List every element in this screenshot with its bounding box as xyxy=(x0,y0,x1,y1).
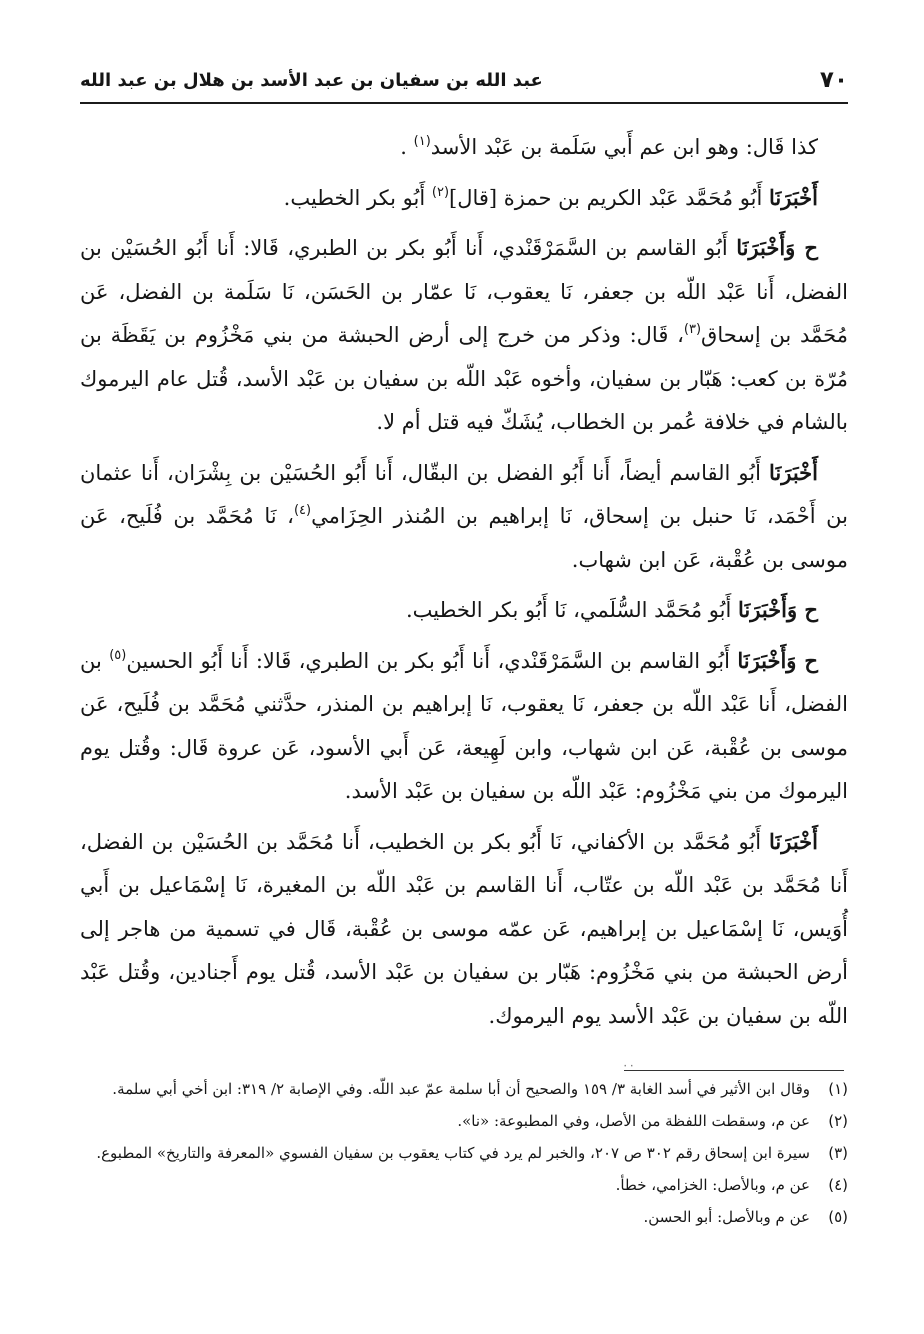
paragraph-text: أَبُو القاسم أيضاً، أَنا أَبُو الفضل بن البقّال، أَنا أَبُو الحُسَيْن بن بِشْرَان، أَنا عثمان بن أَحْمَد، نَا حنبل بن إسحاق، نَا إبراهيم بن المُنذر الحِزَامي xyxy=(80,460,849,528)
paragraph-text: أَبُو القاسم بن السَّمَرْقَنْدي، أَنا أَبُو بكر بن الطبري، قَالا: أَنا أَبُو الحُسَيْن بن الفضل، أَنا عَبْد اللّه بن جعفر، نَا يعقوب، نَا عمّار بن الحَسَن، نَا سَلَمة بن الفضل، عَن مُحَمَّد بن إسحاق xyxy=(80,236,848,347)
footnote xyxy=(80,1076,848,1102)
paragraph-1 xyxy=(80,126,848,170)
footnote-text: عن م، وسقطت اللفظة من الأصل، وفي المطبوعة: «نا». xyxy=(457,1112,810,1130)
footnote-number: (٤) xyxy=(828,1176,848,1194)
paragraph-text: أَبُو مُحَمَّد السُّلَمي، نَا أَبُو بكر الخطيب. xyxy=(405,598,738,622)
footnote xyxy=(80,1140,848,1166)
isnad-keyword: ح وَأَخْبَرَنَا xyxy=(736,235,818,260)
footnote-number: (٣) xyxy=(828,1144,848,1162)
paragraph-5 xyxy=(80,588,848,633)
paragraph-text: ، نَا مُحَمَّد بن فُلَيح، عَن موسى بن عُقْبة، عَن ابن شهاب. xyxy=(80,504,848,572)
footnote xyxy=(80,1108,848,1134)
paragraph-text: . xyxy=(400,135,414,159)
paragraph-text: أَبُو القاسم بن السَّمَرْقَنْدي، أَنا أَبُو بكر بن الطبري، قَالا: أَنا أَبُو الحسين xyxy=(126,648,738,673)
paragraph-4 xyxy=(80,451,848,583)
footnote-text: وقال ابن الأثير في أسد الغابة ٣/ ١٥٩ والصحيح أن أبا سلمة عمّ عبد اللّه. وفي الإصابة ٢/ ٣١٩: ابن أخي أبي سلمة. xyxy=(112,1080,810,1098)
footnote-ref: (٢) xyxy=(431,184,450,200)
footnote-text: سيرة ابن إسحاق رقم ٣٠٢ ص ٢٠٧، والخبر لم يرد في كتاب يعقوب بن سفيان الفسوي «المعرفة والتاريخ» المطبوع. xyxy=(96,1144,810,1162)
footnote xyxy=(80,1172,848,1198)
paragraph-text: أَبُو مُحَمَّد بن الأكفاني، نَا أَبُو بكر بن الخطيب، أَنا مُحَمَّد بن الحُسَيْن بن الفضل، أَنا مُحَمَّد بن عَبْد اللّه بن عتّاب، أَنا القاسم بن عَبْد اللّه بن المغيرة، نَا إسْمَاعيل بن أَبي أُوَيس، نَا إسْمَاعيل بن إبراهيم، عَن عمّه موسى بن عُقْبة، قَال في تسمية من هاجر إلى أرض الحبشة من بني مَخْزُوم: هَبّار بن سفيان بن عَبْد الأسد، قُتل يوم أَجنادين، وقُتل عَبْد اللّه بن سفيان بن عَبْد الأسد يوم اليرموك. xyxy=(80,829,849,1028)
paragraph-text: بن الفضل، أَنا عَبْد اللّه بن جعفر، نَا يعقوب، نَا إبراهيم بن المنذر، حدَّثني مُحَمَّد بن فُلَيح، عَن موسى بن عُقْبة، عَن ابن شهاب، وابن لَهِيعة، عَن أَبي الأسود، عَن عروة قَال: وقُتل يوم اليرموك من بني مَخْزُوم: عَبْد اللّه بن سفيان بن عَبْد الأسد. xyxy=(80,648,848,803)
isnad-keyword: أَخْبَرَنَا xyxy=(769,828,818,854)
footnote-ref: (٥) xyxy=(109,647,127,663)
header-rule xyxy=(80,102,848,104)
footnote-text: عن م، وبالأصل: الخزامي، خطأ. xyxy=(615,1176,810,1194)
separator-marks: ٠٠ xyxy=(622,1058,635,1072)
paragraph-2 xyxy=(80,176,848,221)
isnad-keyword: ح وَأَخْبَرَنَا xyxy=(738,597,818,622)
paragraph-3 xyxy=(80,226,848,445)
running-header xyxy=(80,60,848,100)
paragraph-6 xyxy=(80,639,848,814)
paragraph-7 xyxy=(80,820,848,1039)
footnote-number: (١) xyxy=(828,1080,848,1098)
footnote-text: عن م وبالأصل: أبو الحسن. xyxy=(643,1208,810,1226)
footnote-number: (٥) xyxy=(828,1208,848,1226)
paragraph-text: ، قَال: وذكر من خرج إلى أرض الحبشة من بني مَخْزُوم بن يَقَظَة بن مُرّة بن كعب: هَبّار بن سفيان، وأخوه عَبْد اللّه بن سفيان بن عَبْد الأسد، قُتل عام اليرموك بالشام في خلافة عُمر بن الخطاب، يُشَكّ فيه قتل أم لا. xyxy=(80,323,848,434)
page-number: ٧٠ xyxy=(819,67,848,93)
isnad-keyword: أَخْبَرَنَا xyxy=(769,459,818,485)
isnad-keyword: ح وَأَخْبَرَنَا xyxy=(737,647,818,673)
running-title: عبد الله بن سفيان بن عبد الأسد بن هلال بن عبد الله xyxy=(80,69,543,91)
main-text xyxy=(80,126,848,1044)
isnad-keyword: أَخْبَرَنَا xyxy=(769,184,818,210)
footnote-number: (٢) xyxy=(828,1112,848,1130)
footnote-rule xyxy=(624,1070,844,1071)
paragraph-text: أَبُو مُحَمَّد عَبْد الكريم بن حمزة [قال] xyxy=(449,185,770,210)
footnote-ref: (١) xyxy=(413,134,431,149)
paragraph-text: كذا قَال: وهو ابن عم أَبي سَلَمة بن عَبْد الأسد xyxy=(430,135,818,159)
paragraph-text: أَبُو بكر الخطيب. xyxy=(283,185,432,210)
footnote-ref: (٤) xyxy=(293,503,312,518)
footnotes xyxy=(80,1076,848,1236)
footnote-ref: (٣) xyxy=(683,322,702,337)
footnote xyxy=(80,1204,848,1230)
